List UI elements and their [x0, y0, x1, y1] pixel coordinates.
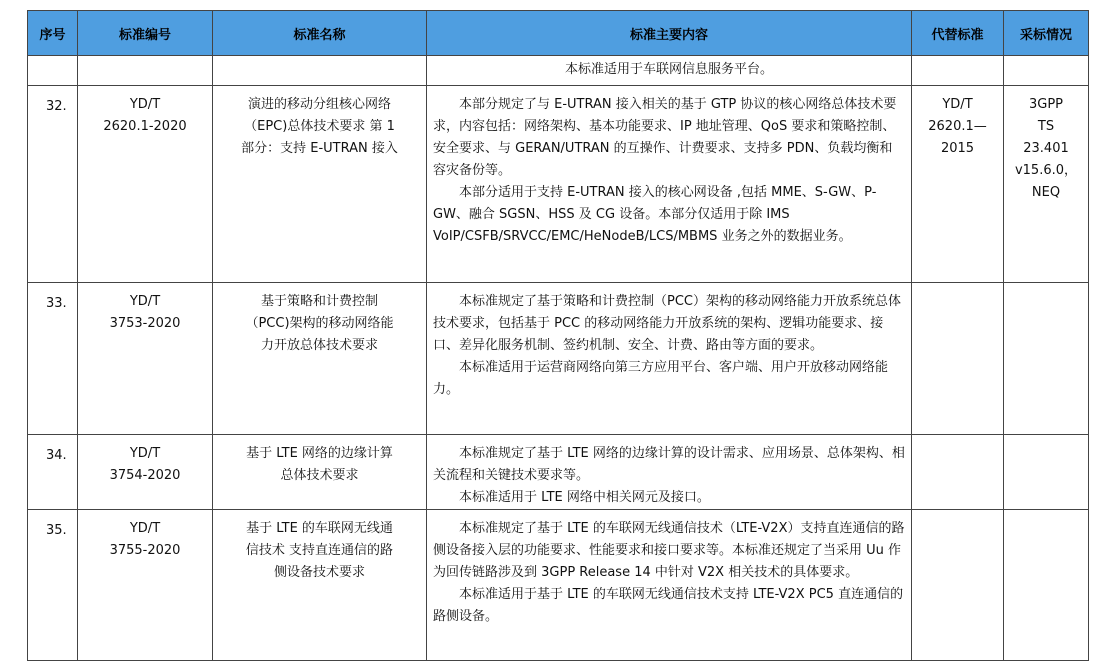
content-paragraph: 本标准规定了基于 LTE 的车联网无线通信技术（LTE-V2X）支持直连通信的路侧设备接入层的功能要求、性能要求和接口要求等。本标准还规定了当采用 Uu 作为回传链路涉及到 3GPP Release 14 中针对 V2X 相关技术的具体要求。	[433, 521, 905, 580]
content-paragraph: 本标准适用于 LTE 网络中相关网元及接口。	[459, 490, 710, 505]
table-row	[28, 86, 1089, 283]
standard-code-line: 3753-2020	[109, 316, 181, 331]
content-paragraph: 本部分规定了与 E-UTRAN 接入相关的基于 GTP 协议的核心网络总体技术要求，内容包括：网络架构、基本功能要求、IP 地址管理、QoS 要求和策略控制、安全要求、与 GERAN/UTRAN 的互操作、计费要求、支持多 PDN、负载均衡和容灾备份等。	[433, 97, 897, 178]
adoption-status-line: 3GPP	[1028, 97, 1064, 112]
standard-name	[213, 283, 427, 435]
row-number: 32.	[28, 86, 78, 283]
standard-name-line: 基于策略和计费控制	[260, 294, 378, 309]
replaced-standard	[912, 510, 1004, 661]
adoption-status	[1004, 283, 1089, 435]
adoption-status	[1004, 510, 1089, 661]
standard-name-line: 部分：支持 E-UTRAN 接入	[241, 141, 398, 156]
standard-code-line: 2620.1-2020	[103, 119, 187, 134]
standard-name-line: 基于 LTE 网络的边缘计算	[246, 446, 393, 461]
replaced-standard-line: 2620.1—	[928, 119, 987, 134]
adoption-status-line: v15.6.0，	[1014, 163, 1078, 178]
standard-code	[78, 435, 213, 510]
standard-name-line: 演进的移动分组核心网络	[247, 97, 391, 112]
table-row	[28, 283, 1089, 435]
content-paragraph: 本部分适用于支持 E-UTRAN 接入的核心网设备 ,包括 MME、S-GW、P-GW、融合 SGSN、HSS 及 CG 设备。本部分仅适用于除 IMS VoIP/CSFB/SRVCC/EMC/HeNodeB/LCS/MBMS 业务之外的数据业务。	[433, 185, 877, 244]
standard-code-line: YD/T	[129, 446, 161, 461]
standard-code-line: YD/T	[129, 97, 161, 112]
adoption-status-line: NEQ	[1031, 185, 1061, 200]
standard-content	[427, 510, 912, 661]
header-no: 序号	[28, 11, 78, 56]
standard-code-line: 3755-2020	[109, 543, 181, 558]
standard-name-line: 力开放总体技术要求	[260, 338, 378, 353]
standard-name	[213, 86, 427, 283]
header-replaces: 代替标准	[912, 11, 1004, 56]
continuation-text: 本标准适用于车联网信息服务平台。	[427, 56, 912, 86]
standards-table	[27, 10, 1089, 661]
adoption-status-line: TS	[1037, 119, 1055, 134]
header-name: 标准名称	[213, 11, 427, 56]
adoption-status	[1004, 435, 1089, 510]
standard-code-line: YD/T	[129, 521, 161, 536]
standard-name-line: 总体技术要求	[280, 468, 359, 483]
table-row	[28, 510, 1089, 661]
replaced-standard	[912, 283, 1004, 435]
row-number: 33.	[28, 283, 78, 435]
continuation-row	[28, 56, 1089, 86]
replaced-standard-line: 2015	[940, 141, 975, 156]
standard-code	[78, 510, 213, 661]
header-row	[28, 11, 1089, 56]
standard-name-line: 基于 LTE 的车联网无线通	[246, 521, 393, 536]
replaced-standard	[912, 435, 1004, 510]
content-paragraph: 本标准适用于运营商网络向第三方应用平台、客户端、用户开放移动网络能力。	[433, 360, 889, 397]
standard-code-line: 3754-2020	[109, 468, 181, 483]
standard-name-line: 侧设备技术要求	[273, 565, 365, 580]
header-content: 标准主要内容	[427, 11, 912, 56]
replaced-standard-line: YD/T	[942, 97, 973, 112]
header-code: 标准编号	[78, 11, 213, 56]
replaced-standard	[912, 86, 1004, 283]
standard-content	[427, 435, 912, 510]
adoption-status	[1004, 86, 1089, 283]
standard-name	[213, 435, 427, 510]
row-number: 35.	[28, 510, 78, 661]
standard-code	[78, 283, 213, 435]
content-paragraph: 本标准适用于基于 LTE 的车联网无线通信技术支持 LTE-V2X PC5 直连通信的路侧设备。	[433, 587, 904, 624]
standard-name	[213, 510, 427, 661]
standard-code-line: YD/T	[129, 294, 161, 309]
content-paragraph: 本标准规定了基于策略和计费控制（PCC）架构的移动网络能力开放系统总体技术要求，包括基于 PCC 的移动网络能力开放系统的架构、逻辑功能要求、接口、差异化服务机制、签约机制、安全、计费、路由等方面的要求。	[433, 294, 901, 353]
row-number: 34.	[28, 435, 78, 510]
adoption-status-line: 23.401	[1023, 141, 1069, 156]
header-adoption: 采标情况	[1004, 11, 1089, 56]
standard-name-line: （EPC)总体技术要求 第 1	[244, 119, 395, 134]
content-paragraph: 本标准规定了基于 LTE 网络的边缘计算的设计需求、应用场景、总体架构、相关流程和关键技术要求等。	[433, 446, 905, 483]
standard-content	[427, 283, 912, 435]
standard-content	[427, 86, 912, 283]
standard-code	[78, 86, 213, 283]
table-row	[28, 435, 1089, 510]
standard-name-line: （PCC)架构的移动网络能	[245, 316, 394, 331]
standard-name-line: 信技术 支持直连通信的路	[245, 543, 394, 558]
